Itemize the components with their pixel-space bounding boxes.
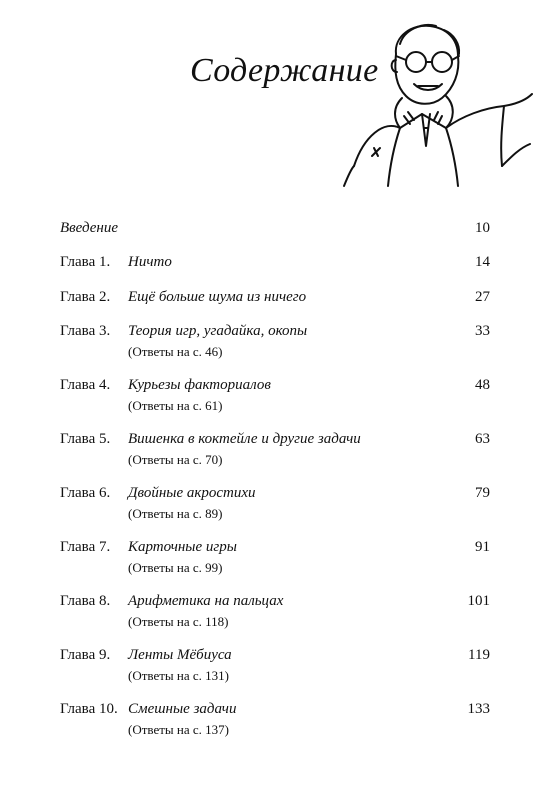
toc-entry-title: Смешные задачи: [128, 701, 237, 717]
toc-entry-page: 48: [475, 377, 490, 393]
toc-entry-title: Теория игр, угадайка, окопы: [128, 323, 308, 339]
toc-entry-answers: (Ответы на с. 61): [128, 398, 223, 413]
toc-entry-label: Глава 2.: [60, 289, 111, 305]
toc-entry-answers: (Ответы на с. 99): [128, 560, 223, 575]
toc-entry-answers: (Ответы на с. 118): [128, 614, 229, 629]
toc-entry-page: 10: [475, 220, 490, 236]
toc-entry-label: Глава 8.: [60, 593, 111, 609]
toc-entry-label: Глава 4.: [60, 377, 111, 393]
toc-entry-label: Глава 5.: [60, 431, 111, 447]
toc-entry-label: Глава 9.: [60, 647, 111, 663]
toc-entry-title: Арифметика на пальцах: [128, 593, 284, 609]
toc-entry-title: Введение: [60, 220, 118, 236]
toc-entry-intro[interactable]: [60, 218, 490, 238]
toc-entry-chapter-10[interactable]: [60, 699, 490, 739]
table-of-contents: [60, 218, 490, 739]
toc-entry-page: 101: [467, 593, 490, 609]
toc-entry-chapter-4[interactable]: [60, 375, 490, 415]
page-title: Содержание: [190, 52, 379, 89]
toc-entry-label: Глава 3.: [60, 323, 111, 339]
toc-entry-label: Глава 10.: [60, 701, 118, 717]
toc-entry-page: 133: [467, 701, 490, 717]
toc-entry-label: Глава 7.: [60, 539, 111, 555]
toc-entry-chapter-6[interactable]: [60, 483, 490, 523]
toc-entry-title: Курьезы факториалов: [128, 377, 271, 393]
toc-entry-page: 119: [468, 647, 490, 663]
toc-entry-chapter-2[interactable]: [60, 287, 490, 307]
toc-entry-answers: (Ответы на с. 89): [128, 506, 223, 521]
toc-entry-page: 33: [475, 323, 490, 339]
toc-entry-answers: (Ответы на с. 137): [128, 722, 229, 737]
toc-entry-chapter-5[interactable]: [60, 429, 490, 469]
toc-entry-page: 91: [475, 539, 490, 555]
toc-entry-page: 27: [475, 289, 490, 305]
toc-entry-page: 63: [475, 431, 490, 447]
author-portrait-illustration: [334, 16, 534, 191]
toc-entry-label: Глава 6.: [60, 485, 111, 501]
toc-entry-answers: (Ответы на с. 131): [128, 668, 229, 683]
toc-entry-title: Ленты Мёбиуса: [128, 647, 232, 663]
toc-entry-title: Ещё больше шума из ничего: [128, 289, 307, 305]
toc-entry-title: Карточные игры: [128, 539, 237, 555]
toc-entry-chapter-1[interactable]: [60, 252, 490, 272]
toc-entry-title: Вишенка в коктейле и другие задачи: [128, 431, 361, 447]
toc-entry-title: Ничто: [128, 254, 172, 270]
toc-entry-answers: (Ответы на с. 70): [128, 452, 223, 467]
toc-entry-page: 14: [475, 254, 490, 270]
toc-entry-chapter-3[interactable]: [60, 321, 490, 361]
toc-entry-chapter-9[interactable]: [60, 645, 490, 685]
toc-entry-answers: (Ответы на с. 46): [128, 344, 223, 359]
toc-entry-label: Глава 1.: [60, 254, 111, 270]
toc-entry-chapter-7[interactable]: [60, 537, 490, 577]
toc-entry-page: 79: [475, 485, 490, 501]
toc-entry-title: Двойные акростихи: [128, 485, 256, 501]
toc-entry-chapter-8[interactable]: [60, 591, 490, 631]
